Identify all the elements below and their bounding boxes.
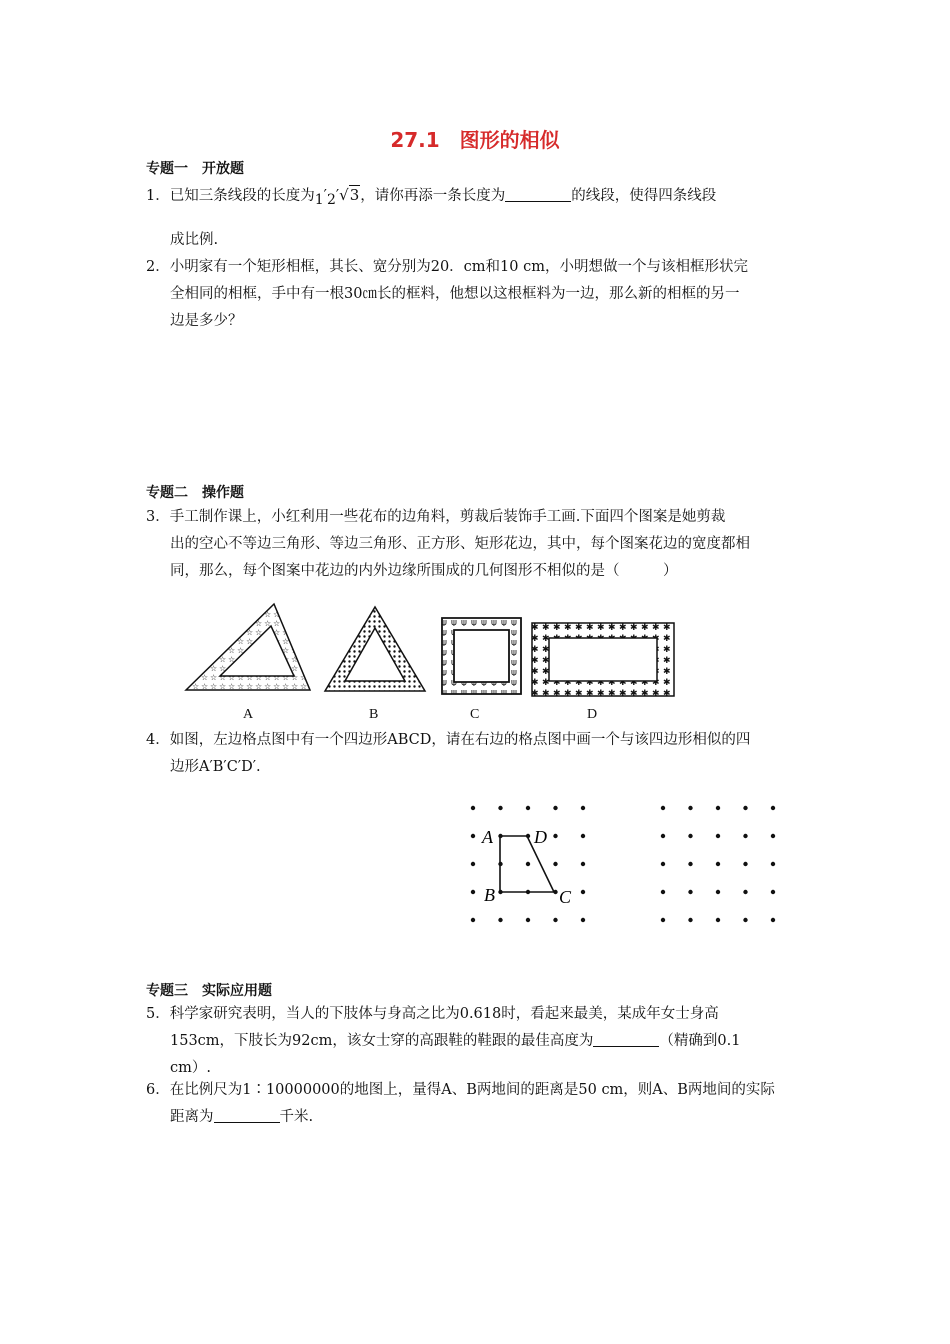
grid-dot — [771, 834, 775, 838]
section-heading-open: 专题一 开放题 — [146, 161, 244, 177]
q5-answer-blank[interactable] — [593, 1030, 659, 1047]
grid-dot — [553, 834, 557, 838]
figure-label-b: B — [369, 707, 379, 722]
grid-dot — [661, 834, 665, 838]
grid-dot — [526, 806, 530, 810]
q5-line2-b: （精确到0.1 — [659, 1033, 741, 1049]
grid-dot — [771, 806, 775, 810]
q6-answer-blank[interactable] — [214, 1106, 280, 1123]
q1-post2: 的线段，使得四条线段 — [571, 188, 717, 204]
grid-dot — [743, 862, 747, 866]
question-3-line-2: 出的空心不等边三角形、等边三角形、正方形、矩形花边，其中，每个图案花边的宽度都相 — [170, 536, 750, 552]
grid-dot — [661, 890, 665, 894]
question-2-line-1: 2．小明家有一个矩形相框，其长、宽分别为20．cm和10 cm，小明想做一个与该相框形状完 — [146, 259, 748, 275]
grid-dot — [471, 862, 475, 866]
point-label-c: C — [559, 887, 572, 907]
question-6-line-2 — [170, 1104, 313, 1131]
grid-dot — [771, 862, 775, 866]
grid-dot — [771, 918, 775, 922]
grid-dot — [553, 862, 557, 866]
figure-c-square-frame — [440, 616, 523, 696]
page-title: 27.1 图形的相似 — [390, 128, 560, 152]
grid-dot — [688, 834, 692, 838]
question-2-line-2: 全相同的相框，手中有一根30㎝长的框料，他想以这根框料为一边，那么新的相框的另一 — [170, 286, 740, 302]
q1-pre: 1．已知三条线段的长度为 — [146, 188, 315, 204]
question-5-line-2 — [170, 1028, 740, 1055]
question-5-line-1: 5．科学家研究表明，当人的下肢体与身高之比为0.618时，看起来最美，某成年女士身高 — [146, 1006, 719, 1022]
q1-value-3: 3 — [349, 186, 360, 204]
grid-dot — [498, 918, 502, 922]
question-3-line-3: 同，那么，每个图案中花边的内外边缘所围成的几何图形不相似的是（ ） — [170, 563, 678, 579]
grid-dot — [471, 918, 475, 922]
figure-d-rectangle-frame — [530, 621, 676, 698]
question-4-line-1: 4．如图，左边格点图中有一个四边形ABCD，请在右边的格点图中画一个与该四边形相似的四 — [146, 732, 751, 748]
grid-dot — [581, 862, 585, 866]
grid-dot — [716, 918, 720, 922]
q5-line2-a: 153cm，下肢长为92cm，该女士穿的高跟鞋的鞋跟的最佳高度为 — [170, 1033, 594, 1049]
q6-line2-b: 千米. — [279, 1109, 314, 1125]
grid-dot — [688, 862, 692, 866]
grid-dot — [743, 890, 747, 894]
grid-dot — [581, 834, 585, 838]
grid-dot — [553, 806, 557, 810]
point-label-d: D — [534, 827, 547, 847]
question-2-line-3: 边是多少？ — [170, 313, 243, 329]
grid-dot — [716, 890, 720, 894]
grid-dot — [716, 862, 720, 866]
question-1-line-1: 1．已知三条线段的长度为$_1'_2'√3$，请你再添一条长度为 的线段，使得四条线段 — [146, 182, 716, 214]
grid-dot — [471, 806, 475, 810]
grid-dot — [553, 918, 557, 922]
grid-dot — [743, 834, 747, 838]
grid-dot — [771, 890, 775, 894]
question-5-line-3: cm）. — [170, 1060, 211, 1076]
dot-grid-left — [470, 800, 595, 928]
sqrt-icon: √3 — [339, 186, 360, 204]
grid-dot — [526, 918, 530, 922]
grid-dot — [471, 890, 475, 894]
point-label-b: B — [484, 885, 495, 905]
q1-value-1: 1 — [314, 191, 324, 208]
point-label-a: A — [482, 827, 493, 847]
grid-dot — [661, 862, 665, 866]
grid-dot — [581, 918, 585, 922]
figure-a-scalene-triangle-frame — [182, 600, 314, 695]
q1-answer-blank[interactable] — [505, 185, 571, 202]
grid-dot — [743, 806, 747, 810]
grid-dot — [688, 918, 692, 922]
figure-label-c: C — [470, 707, 480, 722]
grid-dot — [581, 890, 585, 894]
grid-dot — [716, 806, 720, 810]
grid-dot — [743, 918, 747, 922]
grid-dot — [661, 806, 665, 810]
section-heading-operation: 专题二 操作题 — [146, 485, 244, 501]
question-4-line-2: 边形A′B′C′D′. — [170, 759, 261, 775]
figure-b-equilateral-triangle-frame — [322, 604, 428, 695]
q1-value-2: 2 — [326, 191, 336, 208]
grid-dot — [661, 918, 665, 922]
figure-label-a: A — [243, 707, 254, 722]
question-3-line-1: 3．手工制作课上，小红利用一些花布的边角料，剪裁后装饰手工画.下面四个图案是她剪裁 — [146, 509, 726, 525]
q6-line2-a: 距离为 — [170, 1109, 214, 1125]
grid-dot — [581, 806, 585, 810]
q1-post: ，请你再添一条长度为 — [360, 188, 506, 204]
question-1-line-2: 成比例. — [170, 232, 219, 248]
grid-dot — [526, 862, 530, 866]
grid-dot — [498, 806, 502, 810]
question-6-line-1: 6．在比例尺为1∶10000000的地图上，量得A、B两地间的距离是50 cm，则A、B两地间的实际 — [146, 1082, 775, 1098]
grid-dot — [716, 834, 720, 838]
dot-grid-right[interactable] — [660, 800, 785, 928]
grid-dot — [471, 834, 475, 838]
figure-label-d: D — [587, 707, 598, 722]
section-heading-application: 专题三 实际应用题 — [146, 983, 272, 999]
grid-dot — [688, 806, 692, 810]
grid-dot — [688, 890, 692, 894]
